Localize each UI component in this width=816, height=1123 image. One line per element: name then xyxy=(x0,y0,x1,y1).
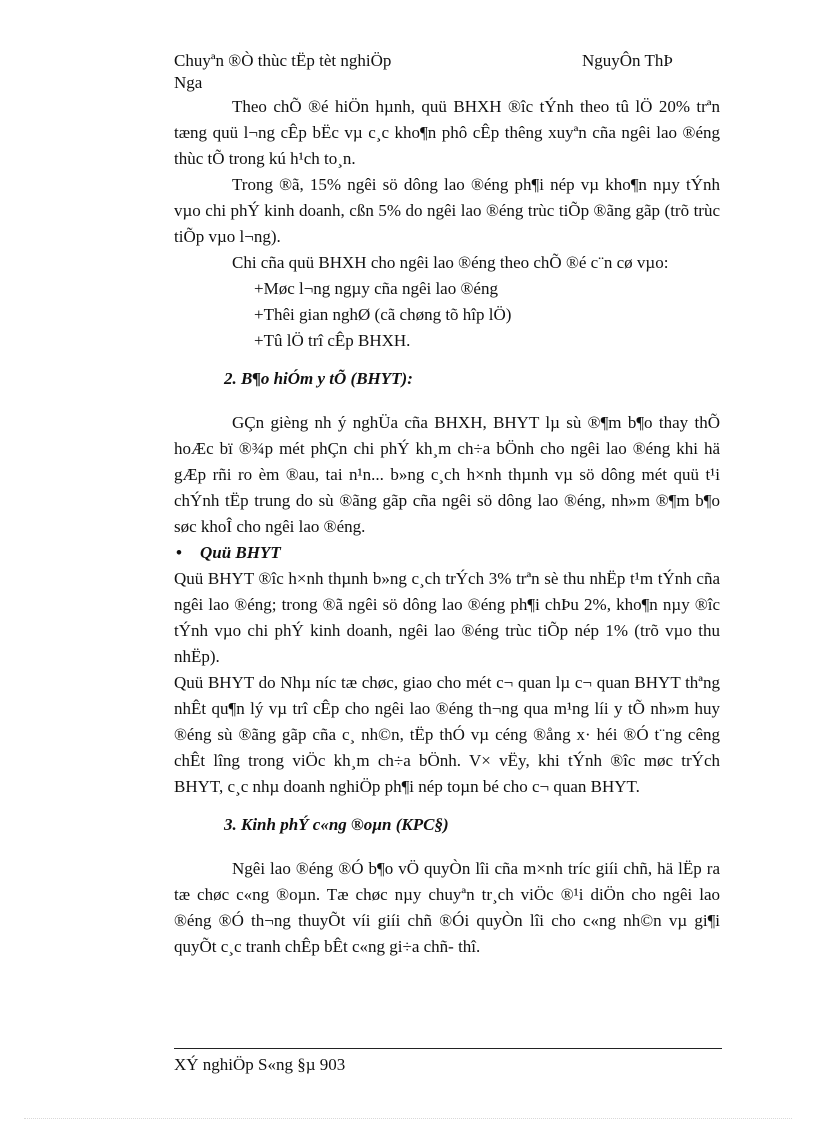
footer-text: XÝ nghiÖp S«ng §µ 903 xyxy=(174,1055,346,1074)
bullet-heading xyxy=(174,540,720,566)
section-heading-bhyt: 2. B¶o hiÓm y tÕ (BHYT): xyxy=(224,369,413,388)
header-author-wrap: Nga xyxy=(174,73,203,92)
list-item: +Møc l¬ng ngµy cña ngêi lao ®éng xyxy=(254,279,498,298)
paragraph: Quü BHYT ®îc h×nh thµnh b»ng c¸ch trÝch 3% trªn sè thu nhËp t¹m tÝnh cña ngêi lao ®éng; trong ®ã ngêi sö dông lao ®éng ph¶i chÞu 2%, kho¶n nµy ®îc tÝnh vµo chi phÝ kinh doanh, ngêi lao ®éng trùc tiÕp nép 1% (trõ vµo thu nhËp). xyxy=(174,569,720,666)
section-heading-kpcd: 3. Kinh phÝ c«ng ®oµn (KPC§) xyxy=(224,815,449,834)
bullet-icon: • xyxy=(176,543,182,562)
list-item: +Tû lÖ trî cÊp BHXH. xyxy=(254,331,411,350)
paragraph: Ngêi lao ®éng ®Ó b¶o vÖ quyÒn lîi cña m×nh tríc giíi chñ, hä lËp ra tæ chøc c«ng ®oµn. Tæ chøc nµy chuyªn tr¸ch viÖc ®¹i diÖn cho ngêi lao ®éng ®Ó th¬ng thuyÕt víi giíi chñ ®Ói quyÒn lîi cho c«ng nh©n vµ gi¶i quyÕt c¸c tranh chÊp bÊt c«ng gi÷a chñ- thî. xyxy=(174,859,720,956)
document-body xyxy=(174,94,720,960)
paragraph: Trong ®ã, 15% ngêi sö dông lao ®éng ph¶i nép vµ kho¶n nµy tÝnh vµo chi phÝ kinh doanh, cßn 5% do ngêi lao ®éng trùc tiÕp ®ãng gãp (trõ trùc tiÕp vµo l¬ng). xyxy=(174,175,720,246)
header-author: NguyÔn ThÞ xyxy=(582,51,673,70)
paragraph: Quü BHYT do Nhµ níc tæ chøc, giao cho mét c¬ quan lµ c¬ quan BHYT thªng nhÊt qu¶n lý vµ trî cÊp cho ngêi lao ®éng th¬ng qua m¹ng líi y tÕ nh»m huy ®éng sù ®ãng gãp cña c¸ nh©n, tËp thÓ vµ céng ®ång x· héi ®Ó t¨ng cêng chÊt lîng trong viÖc kh¸m ch÷a bÖnh. V× vËy, khi tÝnh ®îc møc trÝch BHYT, c¸c nhµ doanh nghiÖp ph¶i nép toµn bé cho c¬ quan BHYT. xyxy=(174,673,720,796)
page-edge xyxy=(24,1118,792,1119)
paragraph: GÇn gièng nh ý nghÜa cña BHXH, BHYT lµ sù ®¶m b¶o thay thÕ hoÆc bï ®¾p mét phÇn chi phÝ kh¸m ch÷a bÖnh cho ngêi lao ®éng khi hä gÆp rñi ro èm ®au, tai n¹n... b»ng c¸ch h×nh thµnh vµ sö dông mét quü t¹i chÝnh tËp trung do sù ®ãng gãp cña ngêi sö dông lao ®éng, nh»m ®¶m b¶o søc khoÎ cho ngêi lao ®éng. xyxy=(174,413,720,536)
bullet-label: Quü BHYT xyxy=(200,543,281,562)
header-title: Chuyªn ®Ò thùc tËp tèt nghiÖp xyxy=(174,51,392,70)
list-item: +Thêi gian nghØ (cã chøng tõ hîp lÖ) xyxy=(254,305,512,324)
footer-divider xyxy=(174,1048,722,1049)
paragraph: Chi cña quü BHXH cho ngêi lao ®éng theo chÕ ®é c¨n cø vµo: xyxy=(232,253,669,272)
paragraph: Theo chÕ ®é hiÖn hµnh, quü BHXH ®îc tÝnh theo tû lÖ 20% trªn tæng quü l¬ng cÊp bËc vµ c¸c kho¶n phô cÊp thêng xuyªn cña ngêi lao ®éng thùc tÕ trong kú h¹ch to¸n. xyxy=(174,97,720,168)
